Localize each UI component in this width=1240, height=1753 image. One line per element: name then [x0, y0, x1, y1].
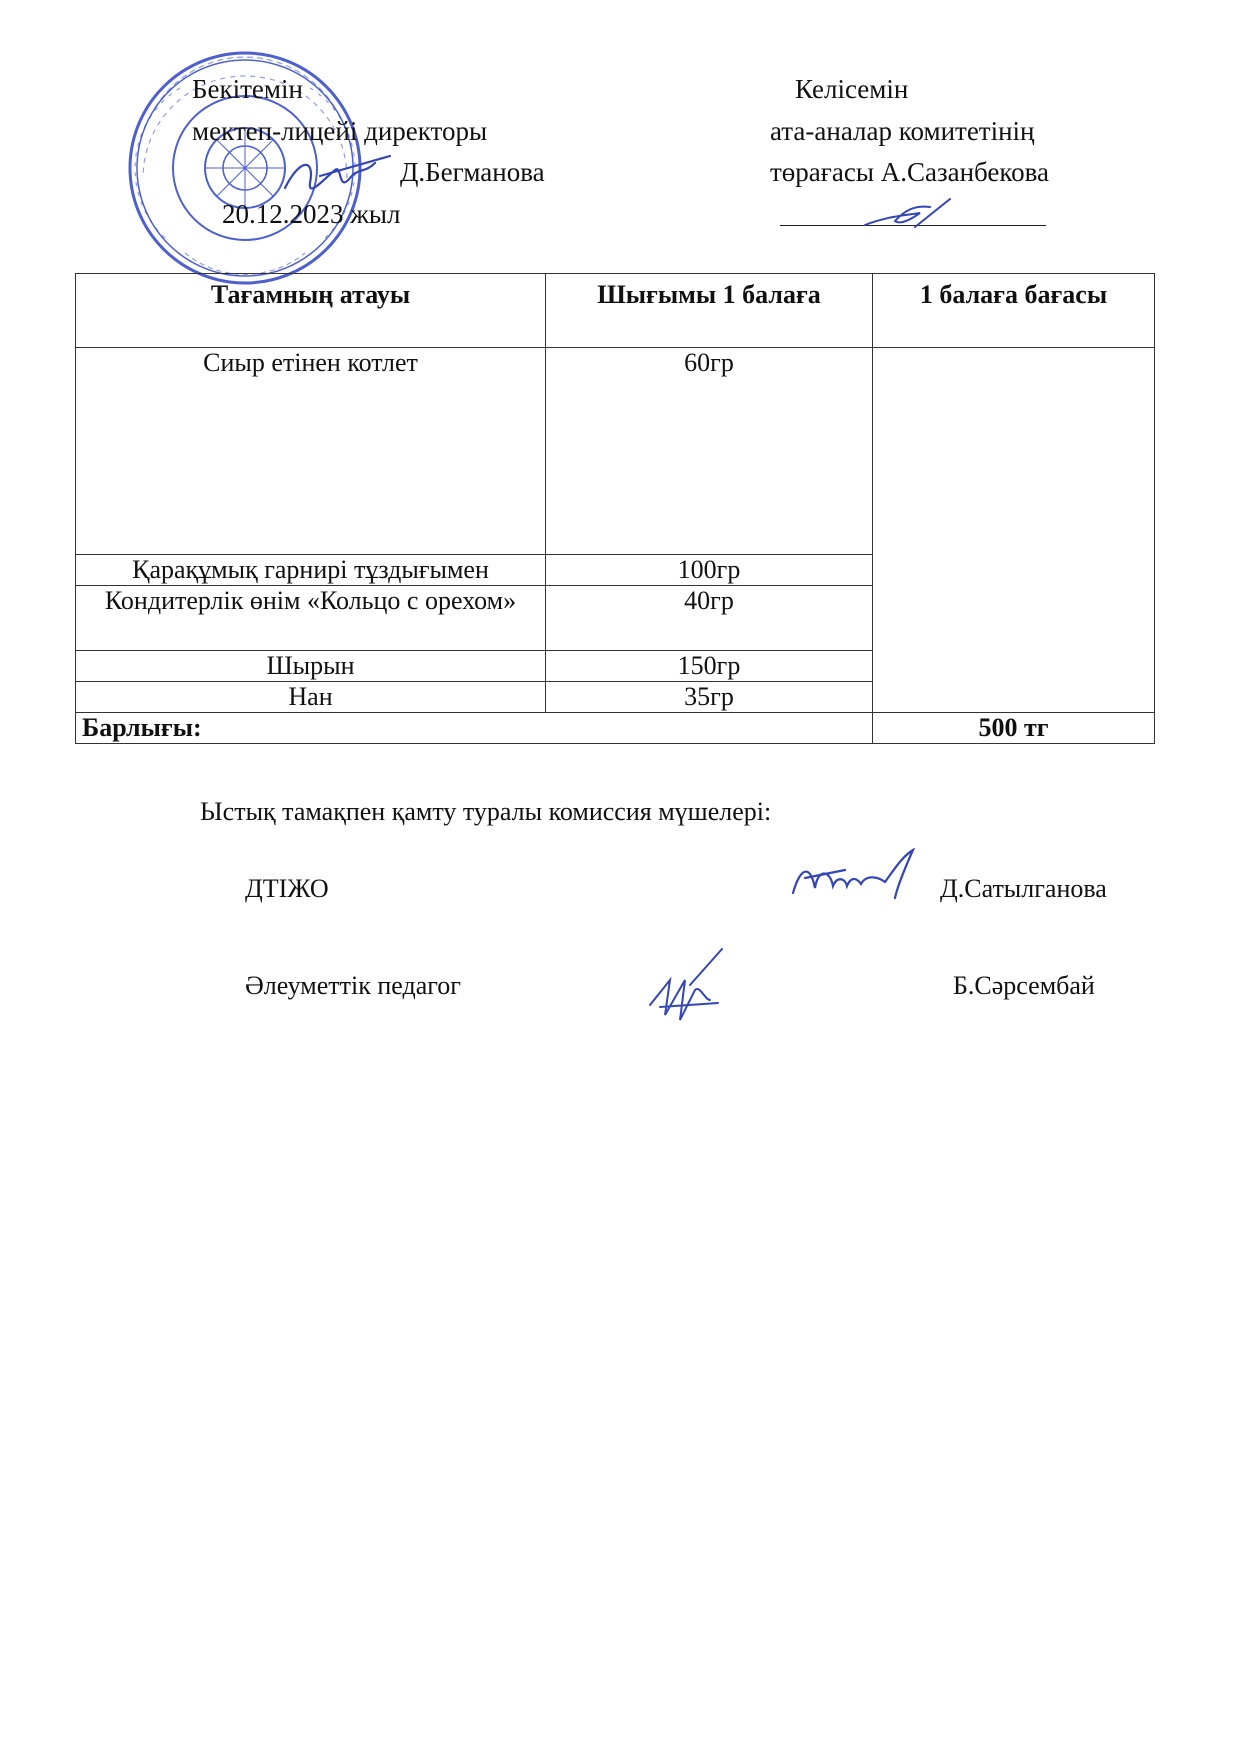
table-header-row	[76, 274, 1155, 348]
approval-date: 20.12.2023 жыл	[222, 199, 401, 229]
price-cell	[873, 348, 1155, 713]
approval-position: мектеп-лицейі директоры	[192, 116, 488, 146]
dish-name: Кондитерлік өнім «Кольцо с орехом»	[76, 586, 546, 651]
commission-title: Ыстық тамақпен қамту туралы комиссия мүшелері:	[200, 797, 772, 826]
member-name: Б.Сәрсембай	[953, 971, 1095, 1000]
total-label: Барлығы:	[76, 713, 873, 744]
agreement-position: ата-аналар комитетінің	[770, 116, 1035, 146]
chair-signature	[860, 195, 960, 235]
total-value: 500 тг	[873, 713, 1155, 744]
member-role: ДТІЖО	[245, 874, 329, 903]
header-portion: Шығымы 1 балаға	[546, 274, 873, 348]
member-name: Д.Сатылганова	[940, 874, 1107, 903]
total-row	[76, 713, 1155, 744]
dish-amount: 40гр	[546, 586, 873, 651]
director-signature	[280, 148, 400, 208]
member-role: Әлеуметтік педагог	[245, 971, 461, 1000]
dish-amount: 35гр	[546, 682, 873, 713]
header-dish-name: Тағамның атауы	[76, 274, 546, 348]
menu-table	[75, 273, 1155, 744]
dish-name: Нан	[76, 682, 546, 713]
dish-name: Сиыр етінен котлет	[76, 348, 546, 555]
dish-amount: 150гр	[546, 651, 873, 682]
agreement-chair-name: төрағасы А.Сазанбекова	[770, 157, 1050, 187]
dish-amount: 60гр	[546, 348, 873, 555]
member-signature	[640, 945, 730, 1035]
dish-amount: 100гр	[546, 555, 873, 586]
table-row	[76, 348, 1155, 555]
dish-name: Шырын	[76, 651, 546, 682]
approval-title: Бекітемін	[192, 74, 303, 104]
header-price: 1 балаға бағасы	[873, 274, 1155, 348]
agreement-title: Келісемін	[795, 74, 909, 104]
approval-director-name: Д.Бегманова	[400, 157, 545, 187]
member-signature	[785, 848, 935, 908]
dish-name: Қарақұмық гарнирі тұздығымен	[76, 555, 546, 586]
